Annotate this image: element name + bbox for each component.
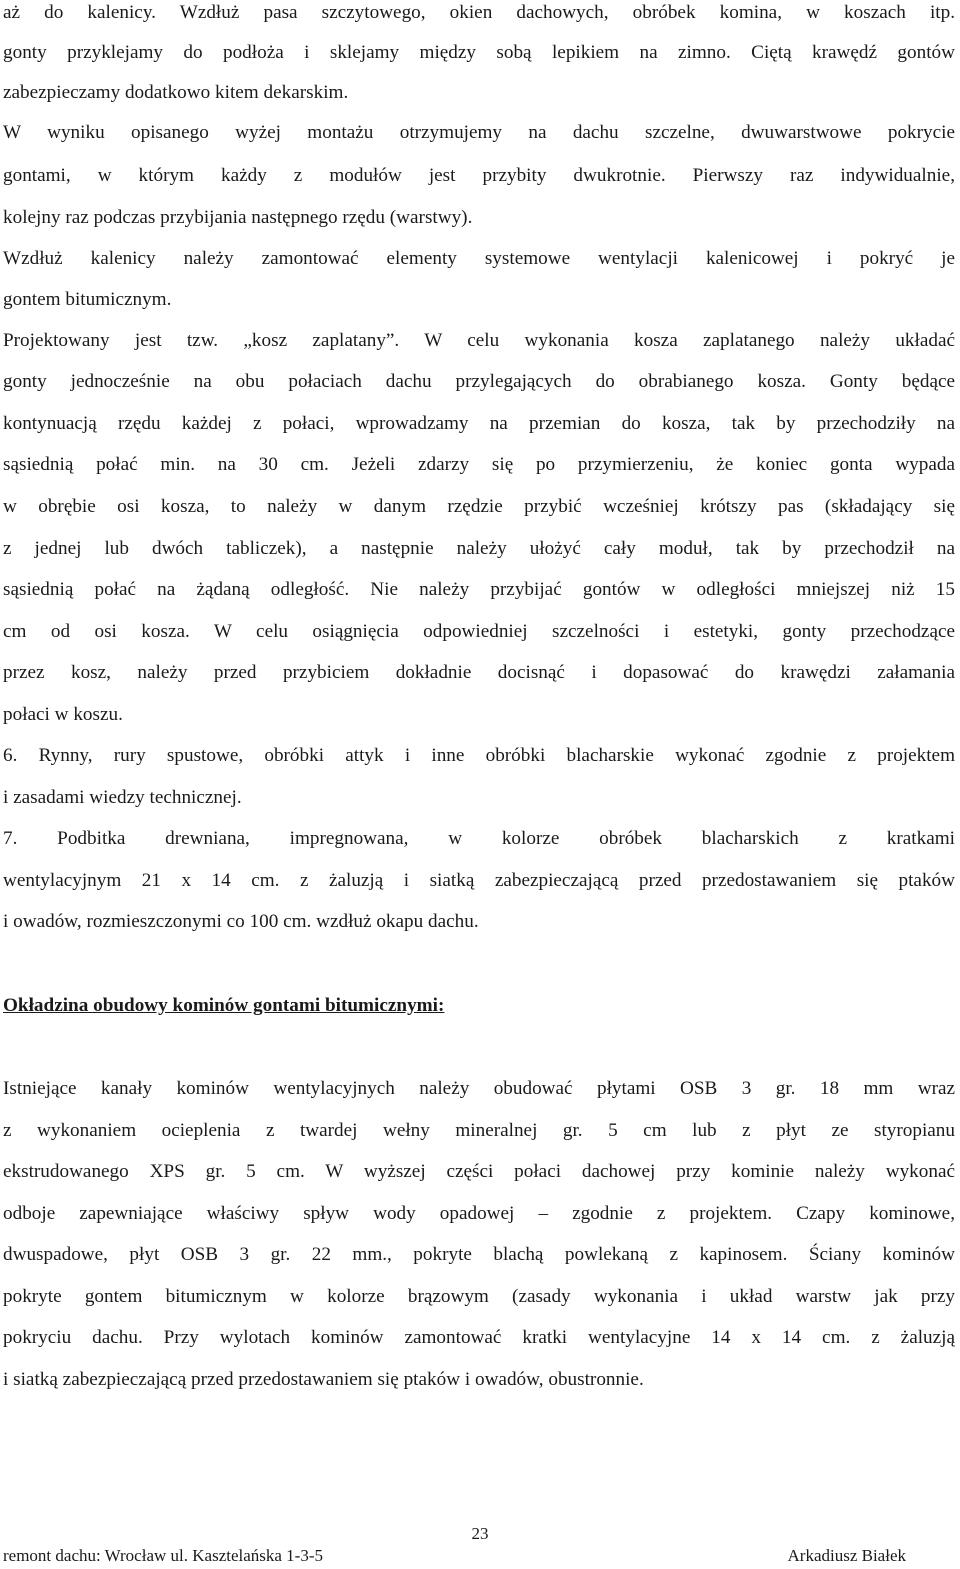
body-text-line: gonty przyklejamy do podłoża i sklejamy między sobą lepikiem na zimno. Ciętą krawędź gontów: [3, 42, 955, 63]
section-text-line: Istniejące kanały kominów wentylacyjnych należy obudować płytami OSB 3 gr. 18 mm wraz: [3, 1078, 955, 1099]
body-text-line: cm od osi kosza. W celu osiągnięcia odpowiedniej szczelności i estetyki, gonty przechodzące: [3, 621, 955, 642]
body-text-line: Wzdłuż kalenicy należy zamontować elementy systemowe wentylacji kalenicowej i pokryć je: [3, 248, 955, 269]
section-text-line: odboje zapewniające właściwy spływ wody opadowej – zgodnie z projektem. Czapy kominowe,: [3, 1203, 955, 1224]
body-text-line: Projektowany jest tzw. „kosz zaplatany”. W celu wykonania kosza zaplatanego należy układać: [3, 330, 955, 351]
body-text-line: wentylacyjnym 21 x 14 cm. z żaluzją i siatką zabezpieczającą przed przedostawaniem się ptaków: [3, 870, 955, 891]
page-number: 23: [471, 1524, 489, 1543]
body-text-line: z jednej lub dwóch tabliczek), a następnie należy ułożyć cały moduł, tak by przechodził na: [3, 538, 955, 559]
body-text-line: połaci w koszu.: [3, 704, 123, 725]
body-text-line: gontem bitumicznym.: [3, 289, 172, 310]
body-text-line: i owadów, rozmieszczonymi co 100 cm. wzdłuż okapu dachu.: [3, 911, 479, 932]
body-text-line: zabezpieczamy dodatkowo kitem dekarskim.: [3, 82, 349, 103]
body-text-line: i zasadami wiedzy technicznej.: [3, 787, 242, 808]
body-text-line: gonty jednocześnie na obu połaciach dachu przylegających do obrabianego kosza. Gonty będące: [3, 371, 955, 392]
footer-project-address: remont dachu: Wrocław ul. Kasztelańska 1-3-5: [3, 1546, 324, 1565]
section-text-line: pokryciu dachu. Przy wylotach kominów zamontować kratki wentylacyjne 14 x 14 cm. z żaluzją: [3, 1327, 955, 1348]
section-text-line: pokryte gontem bitumicznym w kolorze brązowym (zasady wykonania i układ warstw jak przy: [3, 1286, 955, 1307]
section-heading: Okładzina obudowy kominów gontami bitumicznymi:: [3, 995, 445, 1016]
section-text-line: z wykonaniem ocieplenia z twardej wełny mineralnej gr. 5 cm lub z płyt ze styropianu: [3, 1120, 955, 1141]
list-item-6: 6. Rynny, rury spustowe, obróbki attyk i inne obróbki blacharskie wykonać zgodnie z projektem: [3, 745, 955, 766]
body-text-line: W wyniku opisanego wyżej montażu otrzymujemy na dachu szczelne, dwuwarstwowe pokrycie: [3, 122, 955, 143]
body-text-line: sąsiednią połać na żądaną odległość. Nie należy przybijać gontów w odległości mniejszej niż 15: [3, 579, 955, 600]
body-text-line: kontynuacją rzędu każdej z połaci, wprowadzamy na przemian do kosza, tak by przechodziły na: [3, 413, 955, 434]
body-text-line: gontami, w którym każdy z modułów jest przybity dwukrotnie. Pierwszy raz indywidualnie,: [3, 165, 955, 186]
body-text-line: w obrębie osi kosza, to należy w danym rzędzie przybić wcześniej krótszy pas (składający się: [3, 496, 955, 517]
footer-author: Arkadiusz Białek: [787, 1546, 906, 1565]
section-text-line: ekstrudowanego XPS gr. 5 cm. W wyższej części połaci dachowej przy kominie należy wykonać: [3, 1161, 955, 1182]
body-text-line: kolejny raz podczas przybijania następnego rzędu (warstwy).: [3, 207, 473, 228]
section-text-line: i siatką zabezpieczającą przed przedostawaniem się ptaków i owadów, obustronnie.: [3, 1369, 644, 1390]
body-text-line: przez kosz, należy przed przybiciem dokładnie docisnąć i dopasować do krawędzi załamania: [3, 662, 955, 683]
body-text-line: sąsiednią połać min. na 30 cm. Jeżeli zdarzy się po przymierzeniu, że koniec gonta wypada: [3, 454, 955, 475]
body-text-line: aż do kalenicy. Wzdłuż pasa szczytowego, okien dachowych, obróbek komina, w koszach itp.: [3, 2, 955, 23]
section-text-line: dwuspadowe, płyt OSB 3 gr. 22 mm., pokryte blachą powlekaną z kapinosem. Ściany kominów: [3, 1244, 955, 1265]
list-item-7: 7. Podbitka drewniana, impregnowana, w kolorze obróbek blacharskich z kratkami: [3, 828, 955, 849]
